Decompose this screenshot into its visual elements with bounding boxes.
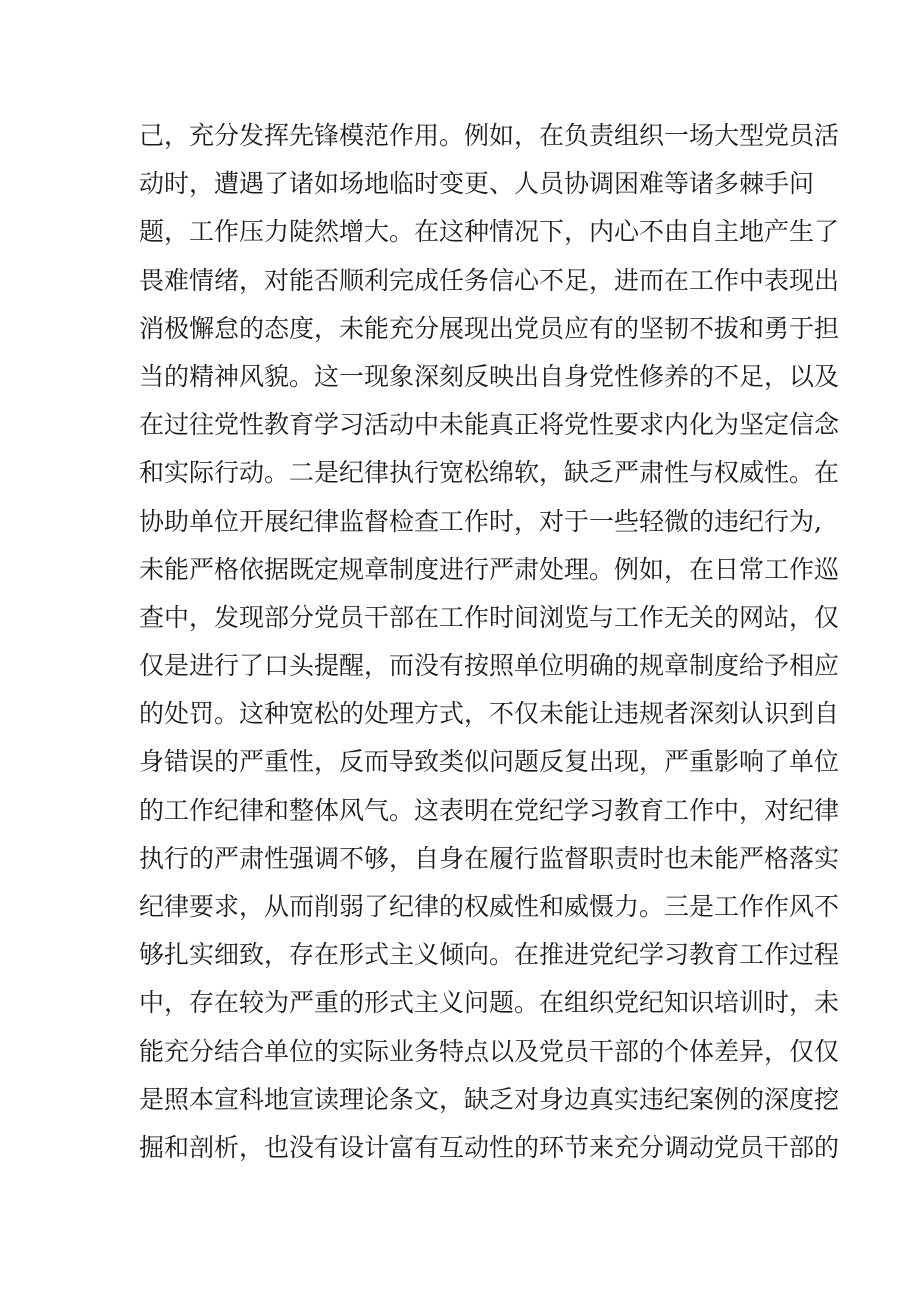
text-line: 查中，发现部分党员干部在工作时间浏览与工作无关的网站，仅 <box>139 602 840 632</box>
text-line: 己，充分发挥先锋模范作用。例如，在负责组织一场大型党员活 <box>139 121 840 150</box>
text-line: 协助单位开展纪律监督检查工作时，对于一些轻微的违纪行为, <box>139 506 822 536</box>
text-line: 在过往党性教育学习活动中未能真正将党性要求内化为坚定信念 <box>139 410 840 440</box>
text-line: 能充分结合单位的实际业务特点以及党员干部的个体差异，仅仅 <box>139 1036 840 1066</box>
body-text <box>139 112 840 1172</box>
text-line: 执行的严肃性强调不够，自身在履行监督职责时也未能严格落实 <box>139 843 840 873</box>
text-line: 的工作纪律和整体风气。这表明在党纪学习教育工作中，对纪律 <box>139 795 840 825</box>
text-line: 中，存在较为严重的形式主义问题。在组织党纪知识培训时，未 <box>139 988 840 1018</box>
text-line: 仅是进行了口头提醒，而没有按照单位明确的规章制度给予相应 <box>139 651 840 681</box>
text-line: 纪律要求，从而削弱了纪律的权威性和威慑力。三是工作作风不 <box>139 892 840 921</box>
text-line: 是照本宣科地宣读理论条文，缺乏对身边真实违纪案例的深度挖 <box>139 1084 840 1114</box>
text-line: 身错误的严重性，反而导致类似问题反复出现，严重影响了单位 <box>139 747 840 777</box>
text-line: 畏难情绪，对能否顺利完成任务信心不足，进而在工作中表现出 <box>139 265 840 295</box>
text-line: 动时，遭遇了诸如场地临时变更、人员协调困难等诸多棘手问 <box>139 169 815 199</box>
text-line: 的处罚。这种宽松的处理方式，不仅未能让违规者深刻认识到自 <box>139 699 840 729</box>
text-line: 够扎实细致，存在形式主义倾向。在推进党纪学习教育工作过程 <box>139 940 840 970</box>
text-line: 题，工作压力陡然增大。在这种情况下，内心不由自主地产生了 <box>139 217 840 247</box>
text-line: 当的精神风貌。这一现象深刻反映出自身党性修养的不足，以及 <box>139 361 840 391</box>
text-line: 掘和剖析，也没有设计富有互动性的环节来充分调动党员干部的 <box>139 1132 840 1162</box>
text-line: 和实际行动。二是纪律执行宽松绵软，缺乏严肃性与权威性。在 <box>139 458 840 488</box>
text-line: 消极懈怠的态度，未能充分展现出党员应有的坚韧不拔和勇于担 <box>139 313 840 343</box>
text-line: 未能严格依据既定规章制度进行严肃处理。例如，在日常工作巡 <box>139 554 840 584</box>
